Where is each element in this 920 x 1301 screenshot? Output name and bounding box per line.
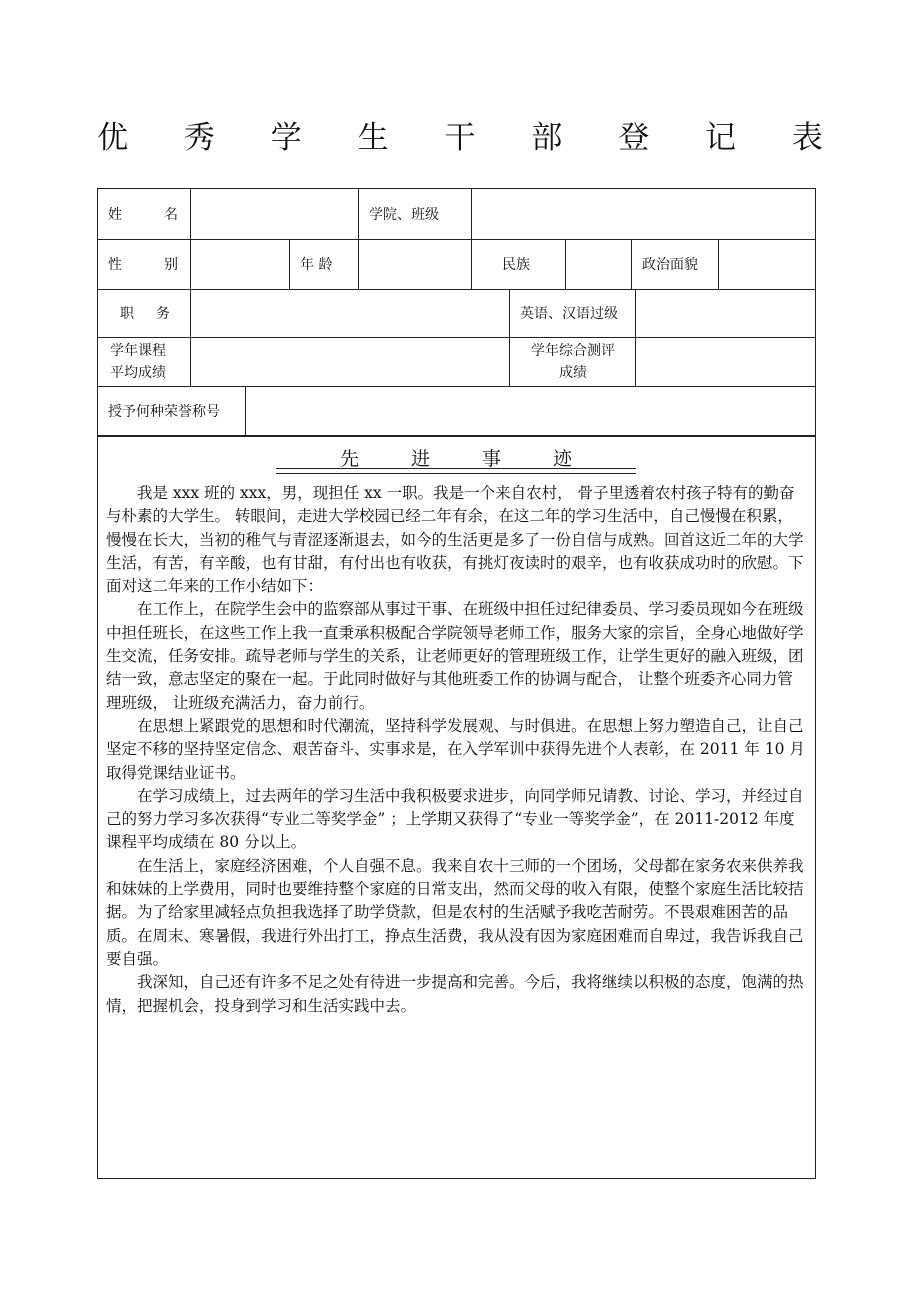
- eval-label-line1: 学年综合测评: [531, 342, 615, 359]
- language-label: 英语、汉语过级: [509, 289, 636, 337]
- gender-label: [98, 239, 190, 289]
- position-label-b: 务: [156, 306, 170, 322]
- title-double-underline: [276, 468, 636, 474]
- eval-field[interactable]: [635, 337, 816, 386]
- gender-label-b: 别: [164, 257, 178, 273]
- position-label-a: 职: [120, 306, 134, 322]
- honor-label: 授予何种荣誉称号: [108, 404, 220, 420]
- form-row-position: [98, 289, 815, 338]
- paragraph-work: 在工作上，在院学生会中的监察部从事过干事、在班级中担任过纪律委员、学习委员现如今在班级中担任班长，在这些工作上我一直秉承积极配合学院领导老师工作，服务大家的宗旨，全身心地做好学生交流，任务安排。疏导老师与学生的关系，让老师更好的管理班级工作，让学生更好的融入班级，团结一致，意志坚定的聚在一起。于此同时做好与其他班委工作的协调与配合， 让整个班委齐心同力管理班级， 让班级充满活力，奋力前行。: [106, 600, 804, 712]
- honor-field[interactable]: [245, 386, 816, 436]
- achievements-section: [97, 435, 816, 1179]
- gpa-label-line1: 学年课程: [110, 342, 166, 359]
- name-field[interactable]: [190, 189, 359, 239]
- class-label: 学院、班级: [358, 189, 472, 239]
- form-row-honor: [98, 386, 815, 437]
- language-field[interactable]: [635, 289, 816, 337]
- political-label: 政治面貌: [631, 239, 719, 289]
- eval-label-line2: 成绩: [559, 364, 587, 381]
- achievements-text: [106, 482, 808, 1018]
- political-field[interactable]: [718, 239, 816, 289]
- paragraph-life: 在生活上，家庭经济困难，个人自强不息。我来自农十三师的一个团场，父母都在家务农来供养我和妹妹的上学费用，同时也要维持整个家庭的日常支出，然而父母的收入有限，使整个家庭生活比较拮据。为了给家里减轻点负担我选择了助学贷款，但是农村的生活赋予我吃苦耐劳。不畏艰难困苦的品质。在周末、寒暑假，我进行外出打工，挣点生活费，我从没有因为家庭困难而自卑过，我告诉我自己要自强。: [106, 856, 804, 968]
- age-field[interactable]: [358, 239, 472, 289]
- paragraph-conclusion: 我深知，自己还有许多不足之处有待进一步提高和完善。今后，我将继续以积极的态度，饱满的热情，把握机会，投身到学习和生活实践中去。: [106, 973, 804, 1015]
- class-field[interactable]: [471, 189, 816, 239]
- form-row-scores: [98, 337, 815, 387]
- age-label: 年 龄: [289, 239, 359, 289]
- position-label: [98, 289, 190, 337]
- gender-label-a: 性: [108, 257, 122, 273]
- ethnicity-label: 民族: [471, 239, 566, 289]
- name-label-a: 姓: [108, 207, 122, 223]
- gpa-field[interactable]: [190, 337, 510, 386]
- gpa-label: [98, 337, 190, 386]
- paragraph-study: 在学习成绩上，过去两年的学习生活中我积极要求进步，向同学师兄请教、讨论、学习，并经过自己的努力学习多次获得“专业二等奖学金” ；上学期又获得了“专业一等奖学金”，在 2011-2012 年度课程平均成绩在 80 分以上。: [106, 786, 804, 852]
- paragraph-ideology: 在思想上紧跟党的思想和时代潮流，坚持科学发展观、与时俱进。在思想上努力塑造自己，让自己坚定不移的坚持坚定信念、艰苦奋斗、实事求是，在入学军训中获得先进个人表彰，在 2011 年 10 月取得党课结业证书。: [106, 716, 805, 782]
- eval-label: [509, 337, 636, 386]
- form-row-name: [98, 189, 815, 240]
- position-field[interactable]: [190, 289, 510, 337]
- name-label-b: 名: [164, 207, 178, 223]
- achievements-title: 先进事迹: [339, 448, 624, 470]
- gpa-label-line2: 平均成绩: [110, 364, 166, 381]
- paragraph-intro: 我是 xxx 班的 xxx，男，现担任 xx 一职。我是一个来自农村， 骨子里透着农村孩子特有的勤奋与朴素的大学生。 转眼间，走进大学校园已经二年有余，在这二年的学习生活中，自己慢慢在积累，慢慢在长大，当初的稚气与青涩逐渐退去，如今的生活更是多了一份自信与成熟。回首这近二年的大学生活，有苦，有辛酸，也有甘甜，有付出也有收获，有挑灯夜读时的艰辛，也有收获成功时的欣慰。下面对这二年来的工作小结如下：: [106, 484, 804, 596]
- page-title: 优 秀 学 生 干 部 登 记 表: [97, 120, 846, 156]
- form-row-gender: [98, 239, 815, 290]
- gender-field[interactable]: [190, 239, 290, 289]
- ethnicity-field[interactable]: [565, 239, 632, 289]
- name-label: [98, 189, 190, 239]
